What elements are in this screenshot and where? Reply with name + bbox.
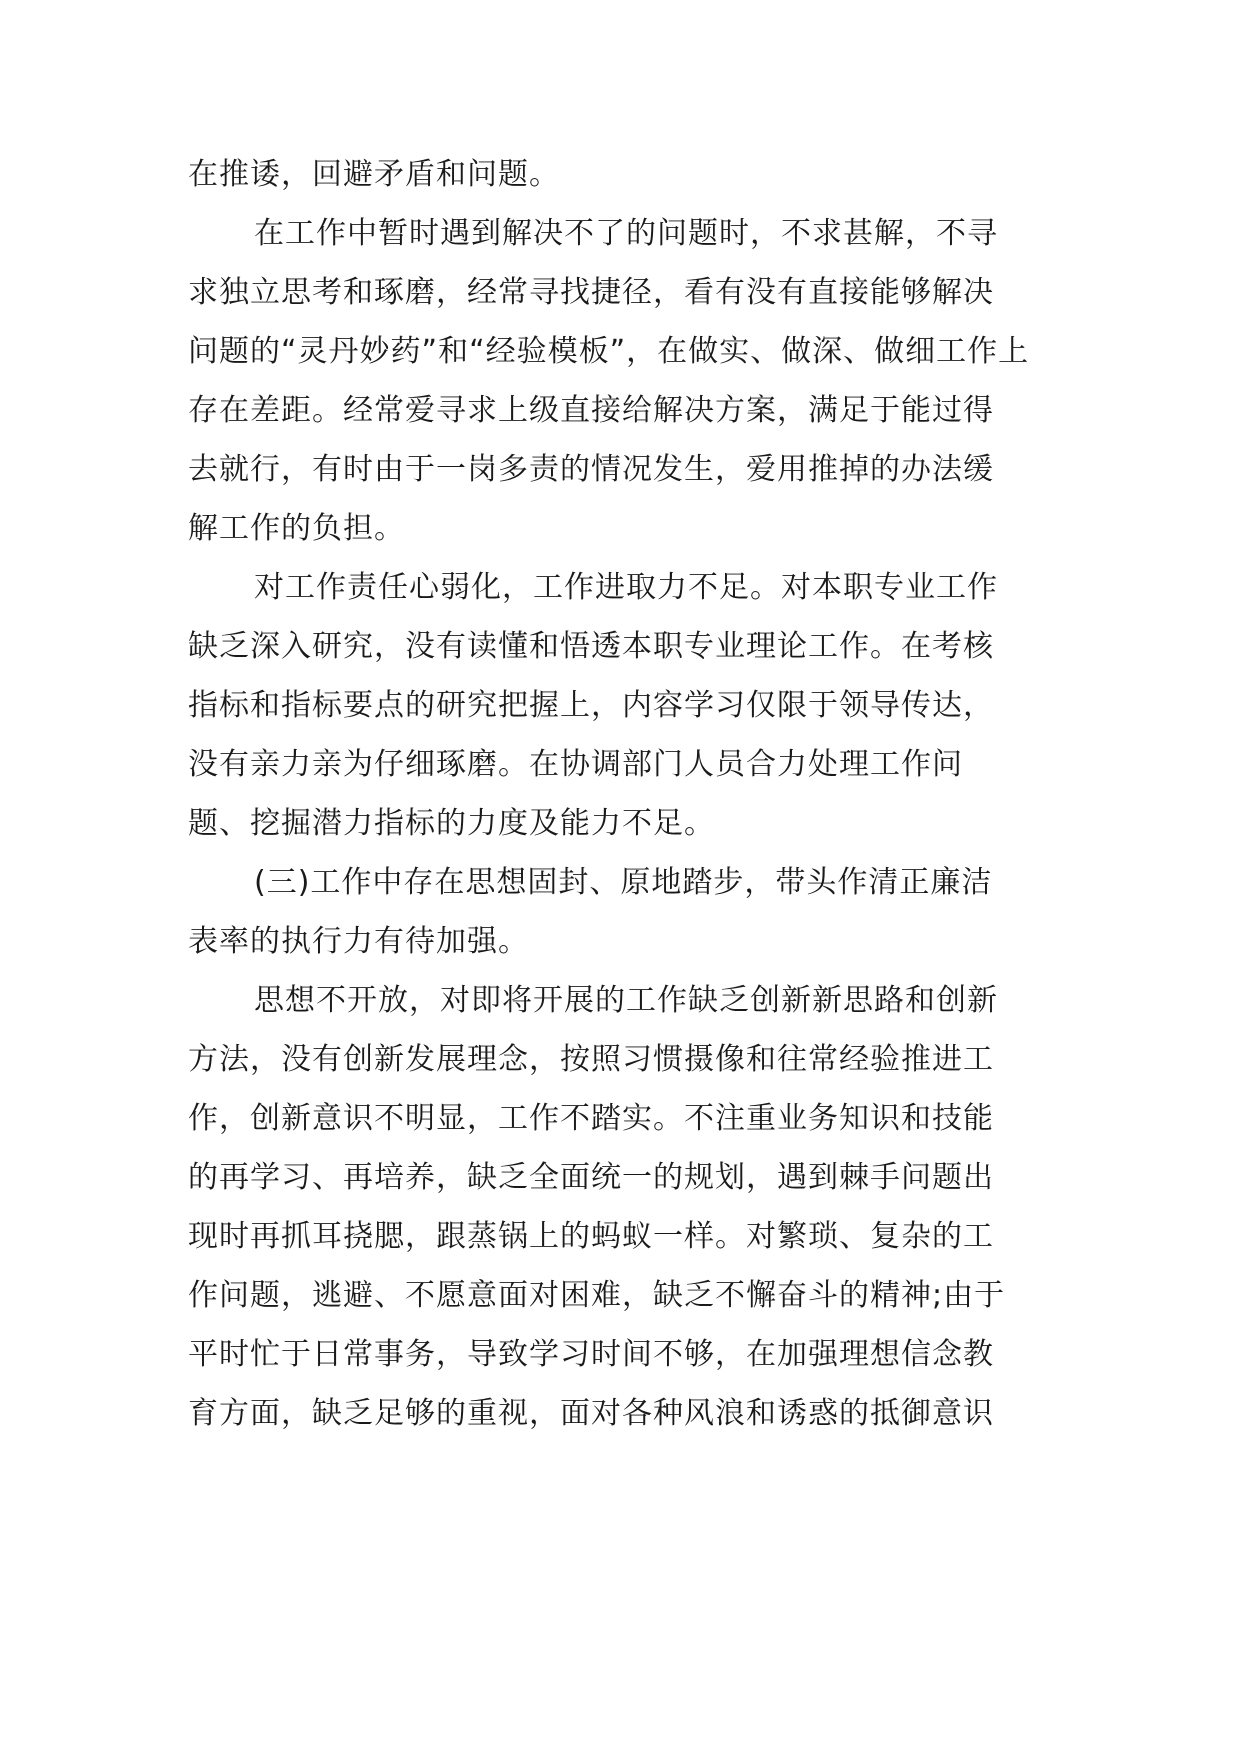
text-line: 解工作的负担。 [188, 511, 405, 546]
text-line: 在推诿，回避矛盾和问题。 [188, 157, 560, 192]
text-line: 求独立思考和琢磨，经常寻找捷径，看有没有直接能够解决 [188, 275, 994, 310]
text-line: 存在差距。经常爱寻求上级直接给解决方案，满足于能过得 [188, 393, 994, 428]
paragraph-start-line: 思想不开放，对即将开展的工作缺乏创新新思路和创新 [254, 983, 998, 1018]
text-line: 方法，没有创新发展理念，按照习惯摄像和往常经验推进工 [188, 1042, 994, 1077]
text-line: 平时忙于日常事务，导致学习时间不够，在加强理想信念教 [188, 1337, 994, 1372]
text-line: 缺乏深入研究，没有读懂和悟透本职专业理论工作。在考核 [188, 629, 994, 664]
paragraph-start-line: 对工作责任心弱化，工作进取力不足。对本职专业工作 [254, 570, 998, 605]
text-line: 现时再抓耳挠腮，跟蒸锅上的蚂蚁一样。对繁琐、复杂的工 [188, 1219, 994, 1254]
text-line: 的再学习、再培养，缺乏全面统一的规划，遇到棘手问题出 [188, 1160, 994, 1195]
section-heading-line: 表率的执行力有待加强。 [188, 924, 529, 959]
section-heading-line: (三)工作中存在思想固封、原地踏步，带头作清正廉洁 [254, 865, 993, 900]
text-line: 指标和指标要点的研究把握上，内容学习仅限于领导传达， [188, 688, 994, 723]
text-line: 去就行，有时由于一岗多责的情况发生，爱用推掉的办法缓 [188, 452, 994, 487]
text-line: 题、挖掘潜力指标的力度及能力不足。 [188, 806, 715, 841]
text-line: 育方面，缺乏足够的重视，面对各种风浪和诱惑的抵御意识 [188, 1396, 994, 1431]
paragraph-start-line: 在工作中暂时遇到解决不了的问题时，不求甚解，不寻 [254, 216, 998, 251]
text-line: 作问题，逃避、不愿意面对困难，缺乏不懈奋斗的精神;由于 [188, 1278, 1006, 1313]
text-line: 问题的“灵丹妙药”和“经验模板”，在做实、做深、做细工作上 [188, 334, 1030, 369]
text-line: 没有亲力亲为仔细琢磨。在协调部门人员合力处理工作问 [188, 747, 963, 782]
text-line: 作，创新意识不明显，工作不踏实。不注重业务知识和技能 [188, 1101, 994, 1136]
